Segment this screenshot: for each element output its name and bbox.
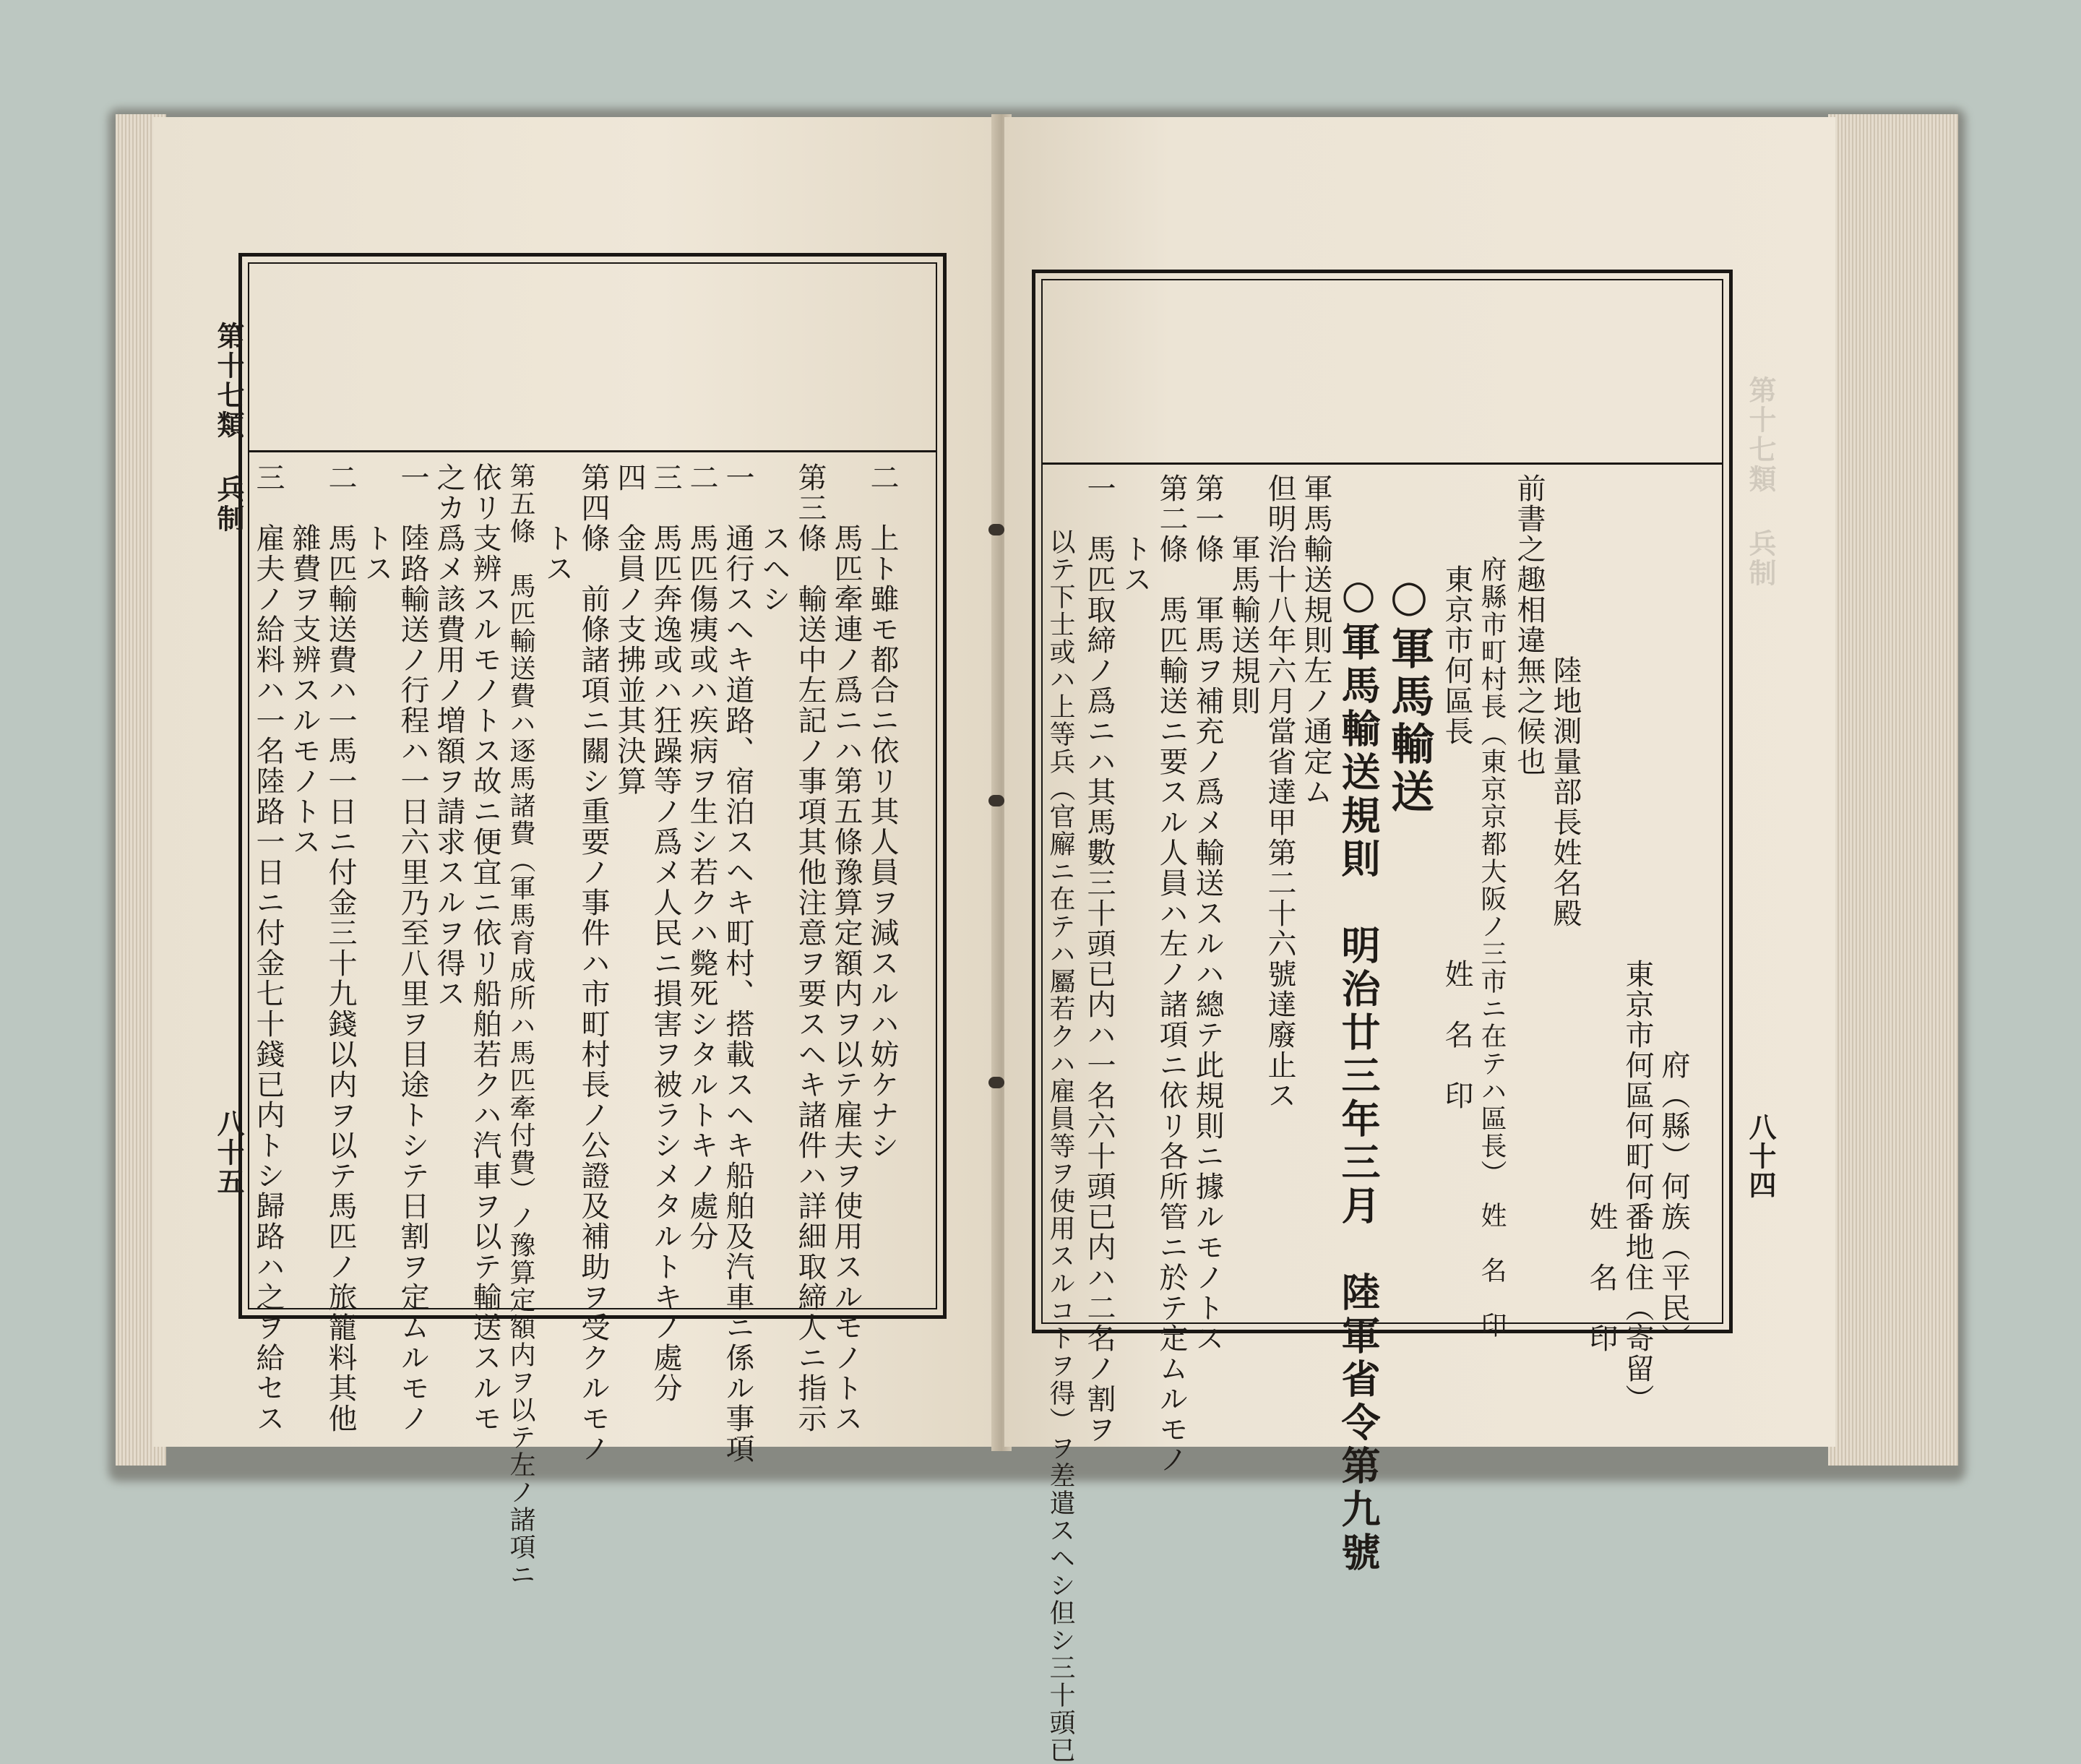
right-col-02: 東京市何區何町何番地住（寄留） (1621, 473, 1654, 1414)
left-col-14: 一 陸路輸送ノ行程ハ一日六里乃至八里ヲ目途トシテ日割ヲ定ムルモノ (396, 462, 429, 1434)
left-col-04: スヘシ (757, 462, 790, 614)
left-frame-header-divider (248, 450, 937, 452)
right-col-06: 府縣市町村長（東京京都大阪ノ三市ニ在テハ區長） 姓 名 印 (1477, 473, 1507, 1339)
left-col-17: 雜費ヲ支辨スルモノトス (288, 462, 321, 857)
left-col-12: 依リ支辨スルモノトス故ニ便宜ニ依リ船舶若クハ汽車ヲ以テ輸送スルモ (468, 462, 501, 1434)
right-col-07: 東京市何區長 姓 名 印 (1440, 473, 1473, 1111)
left-col-18: 三 雇夫ノ給料ハ一名陸路一日ニ付金七十錢已内トシ歸路ハ之ヲ給セス (251, 462, 285, 1434)
left-col-15: トス (360, 462, 393, 584)
right-col-03: 姓 名 印 (1585, 473, 1618, 1354)
left-running-header: 第十七類 兵制 (212, 322, 245, 534)
right-col-01: 府（縣）何族（平民） (1657, 473, 1690, 1354)
left-col-03: 第三條 輸送中左記ノ事項其他注意ヲ要スヘキ諸件ハ詳細取締人ニ指示 (793, 462, 827, 1434)
left-col-02: 馬匹牽連ノ爲ニハ第五條豫算定額内ヲ以テ雇夫ヲ使用スルモノトス (830, 462, 863, 1434)
left-page-number: 八十五 (212, 1109, 245, 1196)
binding-stitch (988, 795, 1004, 806)
right-col-04: 陸地測量部長姓名殿 (1548, 473, 1582, 929)
right-page-edges (1828, 114, 1958, 1466)
binding-stitch (988, 524, 1004, 535)
right-col-16: 一 馬匹取締ノ爲ニハ其馬數三十頭已内ハ一名六十頭已内ハ二名ノ割ヲ (1082, 473, 1116, 1445)
right-col-17: 以テ下士或ハ上等兵（官廨ニ在テハ屬若クハ雇員等ヲ使用スルコトヲ得）ヲ差遣スヘシ但シ三十頭已 (1046, 473, 1075, 1764)
right-ghost-running-header: 第十七類 兵制 (1744, 376, 1777, 588)
right-col-05: 前書之趣相違無之候也 (1512, 473, 1546, 777)
right-col-13: 第一條 軍馬ヲ補充ノ爲メ輸送スルハ總テ此規則ニ據ルモノトス (1191, 473, 1224, 1354)
left-col-09: 第四條 前條諸項ニ關シ重要ノ事件ハ市町村長ノ公證及補助ヲ受クルモノ (577, 462, 610, 1464)
right-col-12: 軍馬輸送規則 (1227, 473, 1260, 716)
section-title: ○軍馬輸送 (1384, 571, 1434, 817)
left-col-11: 第五條 馬匹輸送費ハ逐馬諸費（軍馬育成所ハ馬匹牽付費）ノ豫算定額内ヲ以テ左ノ諸項ニ (506, 462, 535, 1588)
left-col-16: 二 馬匹輸送費ハ一馬一日ニ付金三十九錢以内ヲ以テ馬匹ノ旅籠料其他 (324, 462, 357, 1434)
right-col-10: 軍馬輸送規則左ノ通定ム (1299, 473, 1332, 807)
left-col-05: 一 通行スヘキ道路、宿泊スヘキ町村、搭載スヘキ船舶及汽車ニ係ル事項 (721, 462, 754, 1464)
binding-stitch (988, 1077, 1004, 1088)
left-col-07: 三 馬匹奔逸或ハ狂躁等ノ爲メ人民ニ損害ヲ被ラシメタルトキノ處分 (649, 462, 682, 1403)
left-col-13: 之カ爲メ該費用ノ増額ヲ請求スルヲ得ス (432, 462, 465, 1009)
right-page-number: 八十四 (1744, 1113, 1777, 1200)
right-col-11: 但明治十八年六月當省達甲第二十六號達廢止ス (1263, 473, 1296, 1111)
left-col-01: 二 上ト雖モ都合ニ依リ其人員ヲ減スルハ妨ケナシ (866, 462, 899, 1161)
right-col-14: 第二條 馬匹輸送ニ要スル人員ハ左ノ諸項ニ依リ各所管ニ於テ定ムルモノ (1155, 473, 1188, 1475)
right-frame-header-divider (1041, 462, 1723, 465)
left-col-06: 二 馬匹傷痍或ハ疾病ヲ生シ若クハ斃死シタルトキノ處分 (685, 462, 718, 1252)
right-col-15: トス (1119, 473, 1152, 595)
left-col-10: トス (540, 462, 574, 584)
regulation-title: ○軍馬輸送規則 明治廿三年三月 陸軍省令第九號 (1335, 571, 1382, 1575)
left-col-08: 四 金員ノ支拂並其決算 (613, 462, 646, 796)
